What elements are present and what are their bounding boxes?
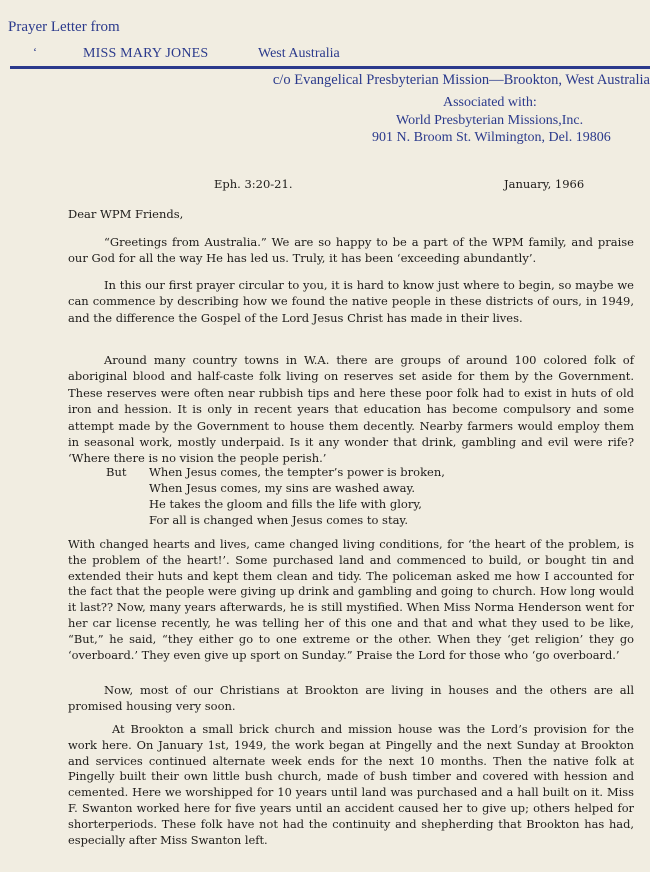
letter-heading: Prayer Letter from — [8, 19, 120, 35]
associated-label: Associated with: — [443, 95, 537, 110]
scripture-reference: Eph. 3:20-21. — [214, 177, 293, 191]
paragraph-church-history: At Brookton a small brick church and mission house was the Lord’s provision for the work here. On January 1st, 1949, the work began at Pingelly and the next Sunday at Brookton and services continued alternate week ends for the next 10 months. Then the native folk at Pingelly built their own little bush church, made of bush timber and covered with hession and cemented. Here we worshipped for 10 years until land was purchased and a hall built on it. Miss F. Swanton worked here for five years until an accident caused her to give up; others helped for shorterperiods. These folk have not had the continuity and shepherding that Brookton has had, especially after Miss Swanton left. — [68, 722, 634, 847]
missionary-location: West Australia — [258, 46, 340, 61]
mission-address: c/o Evangelical Presbyterian Mission—Brookton, West Australia — [272, 72, 650, 88]
organization-address: 901 N. Broom St. Wilmington, Del. 19806 — [372, 130, 611, 145]
paragraph-housing: Now, most of our Christians at Brookton are living in houses and the others are all promised housing very soon. — [68, 683, 634, 714]
paragraph-greetings: “Greetings from Australia.” We are so happy to be a part of the WPM family, and praise our God for all the way He has led us. Truly, it has been ‘exceeding abundantly’. — [68, 235, 634, 266]
header-rule — [10, 66, 650, 69]
missionary-name: MISS MARY JONES — [83, 46, 209, 61]
paragraph-introduction: In this our first prayer circular to you, it is hard to know just where to begin, so maybe we can commence by describing how we found the native people in these districts of ours, in 1949, and the difference the Gospel of the Lord Jesus Christ has made in their lives. — [68, 278, 634, 325]
stray-mark: ‘ — [33, 45, 37, 59]
poem-line: He takes the gloom and fills the life with glory, — [149, 497, 422, 511]
poem-lead-word: But — [106, 465, 127, 479]
letter-date: January, 1966 — [504, 177, 585, 191]
poem-line: For all is changed when Jesus comes to stay. — [149, 513, 409, 527]
poem-line: When Jesus comes, the tempter’s power is broken, — [149, 465, 445, 479]
poem-line: When Jesus comes, my sins are washed away. — [149, 481, 416, 495]
salutation: Dear WPM Friends, — [68, 207, 184, 221]
paragraph-reserves: Around many country towns in W.A. there are groups of around 100 colored folk of aboriginal blood and half-caste folk living on reserves set aside for them by the Government. These reserves were often near rubbish tips and here these poor folk had to exist in huts of old iron and hession. It is only in recent years that education has become compulsory and some attempt made by the Government to house them decently. Nearby farmers would employ them in seasonal work, mostly underpaid. Is it any wonder that drink, gambling and evil were rife? ‘Where there is no vision the people perish.’ — [68, 353, 634, 466]
paragraph-changed-lives: With changed hearts and lives, came changed living conditions, for ‘the heart of the problem, is the problem of the heart!’. Some purchased land and commenced to build, or bought tin and extended their huts and kept them clean and tidy. The policeman asked me how I accounted for the fact that the people were giving up drink and gambling and going to church. How long would it last?? Now, many years afterwards, he is still mystified. When Miss Norma Henderson went for her car license recently, he was telling her of this one and that and what they used to be like, “But,” he said, “they either go to one extreme or the other. When they ‘get religion’ they go ‘overboard.’ They even give up sport on Sunday.” Praise the Lord for those who ‘go overboard.’ — [68, 537, 634, 662]
organization-name: World Presbyterian Missions,Inc. — [396, 113, 584, 128]
